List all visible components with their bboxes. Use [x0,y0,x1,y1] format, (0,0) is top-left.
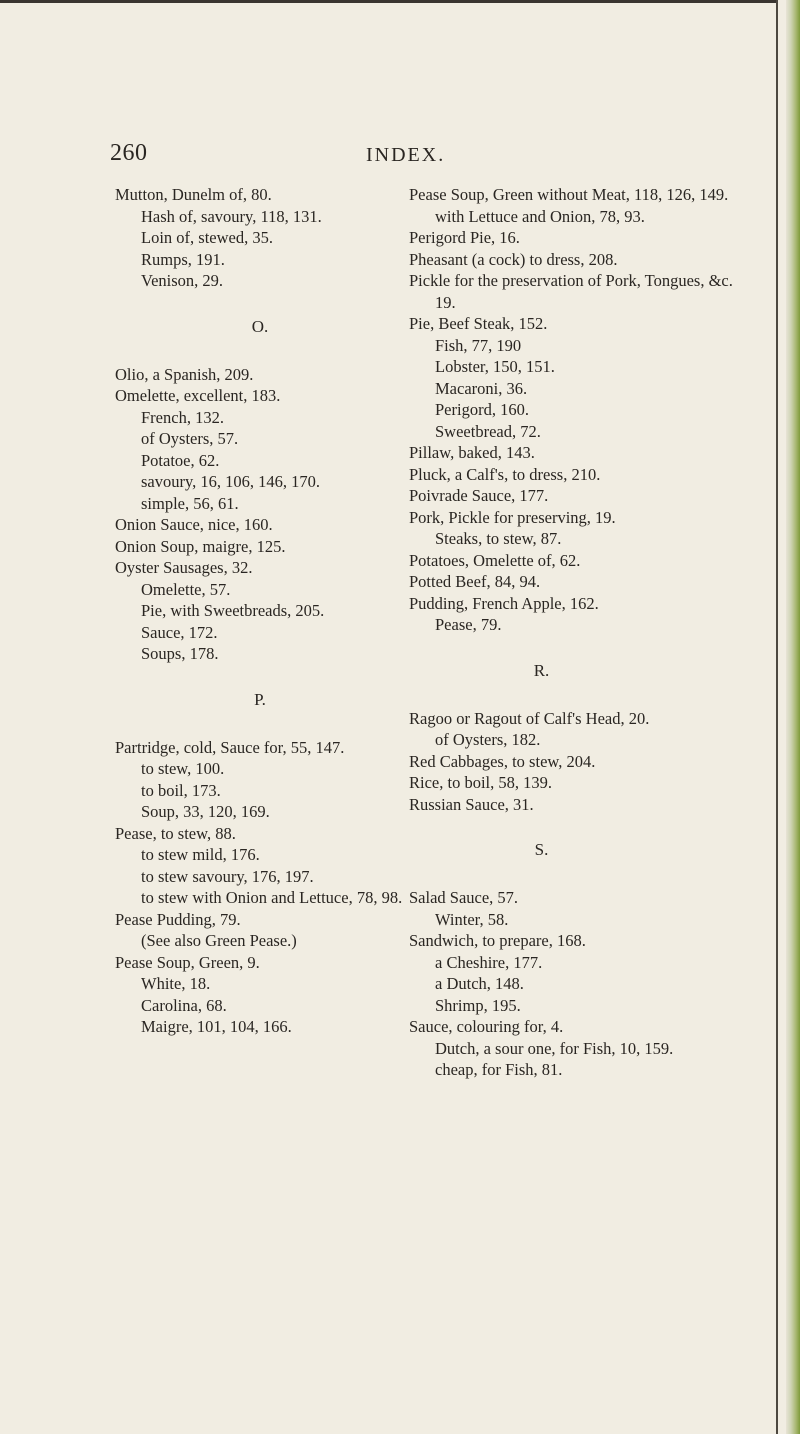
index-entry: Red Cabbages, to stew, 204. [409,751,596,771]
index-entry: Pluck, a Calf's, to dress, 210. [409,464,601,484]
index-subentry: Maigre, 101, 104, 166. [141,1017,292,1036]
index-entry: Pickle for the preservation of Pork, Tongues, &c. 19. [409,271,733,312]
index-entry: Sandwich, to prepare, 168. [409,931,586,950]
index-subentry: cheap, for Fish, 81. [435,1060,563,1079]
index-entry: Pease Soup, Green without Meat, 118, 126, 149. [409,185,729,204]
index-entry: Pease Soup, Green, 9. [115,952,260,972]
index-subentry: with Lettuce and Onion, 78, 93. [435,206,645,226]
index-subentry: a Dutch, 148. [435,974,524,993]
index-subentry: a Cheshire, 177. [435,952,543,972]
index-column-left [115,184,445,1038]
index-subentry: to stew with Onion and Lettuce, 78, 98. [141,888,403,907]
index-column-right [409,184,744,1081]
index-subentry: to stew mild, 176. [141,845,260,864]
index-subentry: Venison, 29. [141,271,224,290]
index-subentry: Steaks, to stew, 87. [435,529,562,548]
index-subentry: Fish, 77, 190 [435,335,522,355]
section-letter: P. [254,689,266,709]
index-entry: Onion Sauce, nice, 160. [115,515,273,534]
section-letter: S. [534,840,549,859]
index-subentry: savoury, 16, 106, 146, 170. [141,472,321,491]
index-subentry: (See also Green Pease.) [141,931,297,950]
index-subentry: Pie, with Sweetbreads, 205. [141,601,325,620]
index-subentry: Loin of, stewed, 35. [141,228,273,247]
index-entry: Oyster Sausages, 32. [115,558,253,577]
index-entry: Onion Soup, maigre, 125. [115,536,286,556]
index-subentry: Rumps, 191. [141,249,225,269]
index-subentry: Soups, 178. [141,644,219,663]
index-subentry: Soup, 33, 120, 169. [141,802,270,821]
index-entry: Rice, to boil, 58, 139. [409,773,552,792]
index-subentry: of Oysters, 57. [141,429,239,448]
page-number: 260 [110,140,148,166]
index-entry: Potted Beef, 84, 94. [409,572,541,591]
index-entry: Ragoo or Ragout of Calf's Head, 20. [409,708,650,728]
index-entry: Mutton, Dunelm of, 80. [115,185,272,204]
index-subentry: Potatoe, 62. [141,450,220,470]
page-binding-edge [786,0,800,1434]
index-subentry: Dutch, a sour one, for Fish, 10, 159. [435,1038,674,1058]
index-entry: Partridge, cold, Sauce for, 55, 147. [115,737,345,757]
index-subentry: Perigord, 160. [435,400,529,419]
index-subentry: simple, 56, 61. [141,493,239,513]
index-subentry: Pease, 79. [435,615,502,634]
index-subentry: to stew savoury, 176, 197. [141,866,314,886]
index-subentry: to boil, 173. [141,780,221,800]
index-entry: Sauce, colouring for, 4. [409,1017,564,1036]
index-subentry: Sauce, 172. [141,622,218,642]
index-entry: Pease Pudding, 79. [115,909,241,929]
index-subentry: Winter, 58. [435,909,509,929]
index-entry: Russian Sauce, 31. [409,794,534,814]
index-subentry: Sweetbread, 72. [435,421,541,441]
index-subentry: Omelette, 57. [141,579,231,599]
index-entry: Salad Sauce, 57. [409,888,519,907]
index-subentry: of Oysters, 182. [435,730,541,749]
index-entry: Poivrade Sauce, 177. [409,486,549,505]
section-letter: O. [251,316,269,336]
index-entry: Omelette, excellent, 183. [115,386,281,405]
index-entry: Potatoes, Omelette of, 62. [409,550,581,570]
index-entry: Pudding, French Apple, 162. [409,593,599,613]
page-header [0,140,800,170]
running-title: INDEX. [366,144,446,166]
index-entry: Pheasant (a cock) to dress, 208. [409,249,618,269]
index-subentry: Macaroni, 36. [435,378,528,398]
index-subentry: French, 132. [141,407,224,427]
page-right-rule [776,0,778,1434]
index-subentry: Hash of, savoury, 118, 131. [141,206,322,226]
index-entry: Olio, a Spanish, 209. [115,364,254,384]
index-entry: Perigord Pie, 16. [409,228,520,247]
index-subentry: Shrimp, 195. [435,995,521,1015]
index-entry: Pie, Beef Steak, 152. [409,314,548,333]
index-entry: Pease, to stew, 88. [115,823,236,843]
section-letter: R. [533,660,550,680]
index-subentry: Lobster, 150, 151. [435,357,555,376]
page-top-edge [0,0,776,3]
index-entry: Pork, Pickle for preserving, 19. [409,507,616,527]
index-entry: Pillaw, baked, 143. [409,443,535,462]
index-subentry: to stew, 100. [141,759,225,778]
index-subentry: Carolina, 68. [141,995,227,1015]
index-subentry: White, 18. [141,974,211,993]
